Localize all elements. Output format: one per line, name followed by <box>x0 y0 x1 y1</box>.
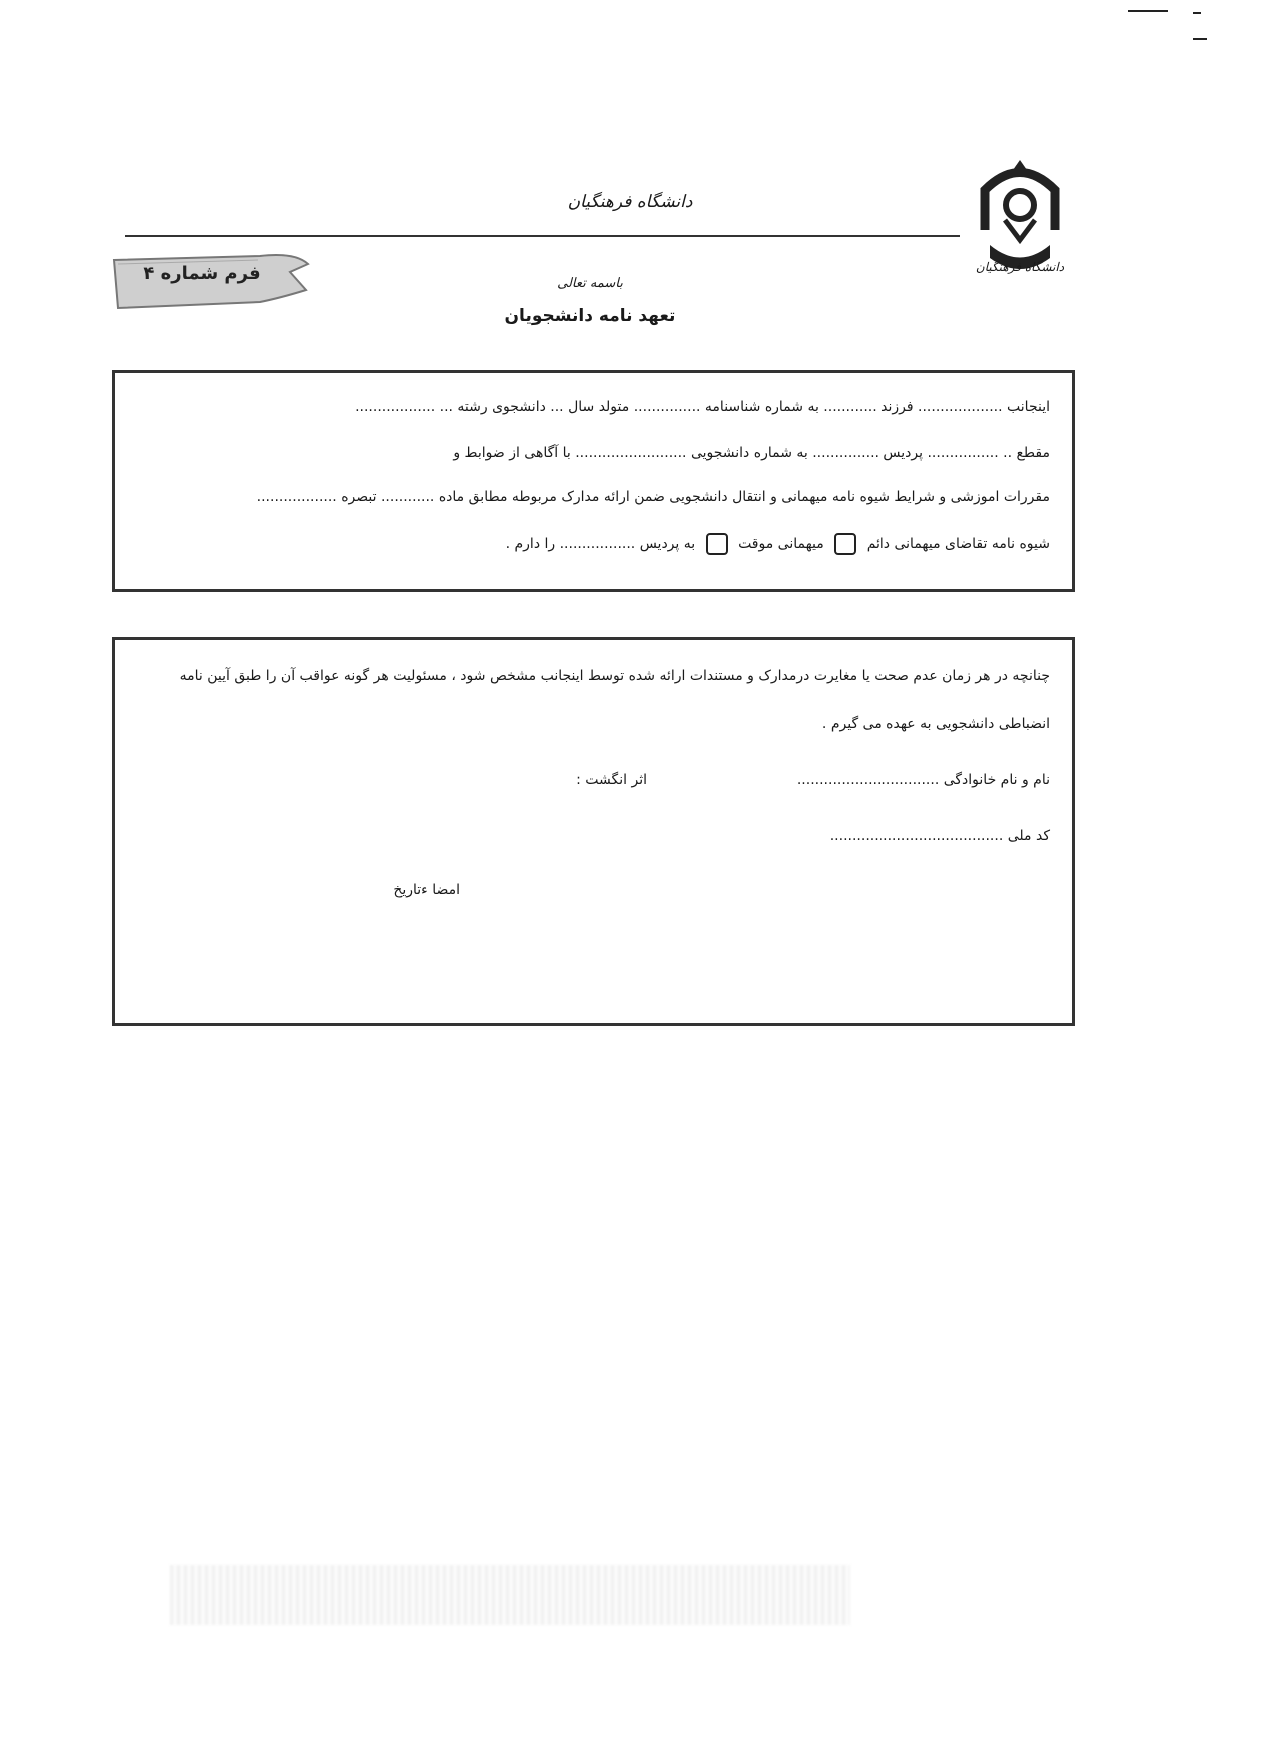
commitment-line-1: چنانچه در هر زمان عدم صحت یا مغایرت درمدارک و مستندات ارائه شده توسط اینجانب مشخص شود ، مسئولیت هر گونه عواقب آن را طبق آیین نامه <box>179 668 1050 684</box>
logo-caption: دانشگاه فرهنگیان <box>975 260 1065 274</box>
permanent-guest-checkbox[interactable] <box>834 533 856 555</box>
request-line-4-end: به پردیس ................. را دارم . <box>505 536 696 552</box>
name-field[interactable]: نام و نام خانوادگی ................................ <box>796 772 1050 788</box>
corner-mark <box>1193 38 1207 40</box>
fingerprint-label: اثر انگشت : <box>576 772 647 788</box>
form-number: فرم شماره ۴ <box>143 263 261 284</box>
request-line-3: مقررات اموزشی و شرایط شیوه نامه میهمانی و انتقال دانشجویی ضمن ارائه مدارک مربوطه مطابق ماده ............ تبصره .................. <box>256 489 1050 505</box>
request-line-2: مقطع .. ................ پردیس ............... به شماره دانشجویی ......................... با آگاهی از ضوابط و <box>453 445 1050 461</box>
request-line-4 <box>506 533 1050 555</box>
temporary-guest-label: میهمانی موقت <box>738 536 824 552</box>
university-name: دانشگاه فرهنگیان <box>567 192 693 212</box>
corner-mark <box>1128 10 1168 12</box>
request-line-4-text: شیوه نامه تقاضای میهمانی دائم <box>866 536 1050 552</box>
bismillah: باسمه تعالی <box>557 276 623 291</box>
national-id-field[interactable]: کد ملی ....................................... <box>829 828 1050 844</box>
header-divider <box>125 235 960 237</box>
request-section <box>112 370 1075 592</box>
signature-date-label: امضا ءتاریخ <box>393 882 460 898</box>
commitment-section <box>112 637 1075 1026</box>
scan-artifact <box>170 1565 850 1625</box>
temporary-guest-checkbox[interactable] <box>706 533 728 555</box>
corner-mark <box>1193 12 1201 14</box>
document-title: تعهد نامه دانشجویان <box>504 306 676 326</box>
request-line-1: اینجانب ................... فرزند ............ به شماره شناسنامه ............... متولد سال ... دانشجوی رشته ... .................. <box>355 399 1050 415</box>
commitment-line-2: انضباطی دانشجویی به عهده می گیرم . <box>821 716 1050 732</box>
